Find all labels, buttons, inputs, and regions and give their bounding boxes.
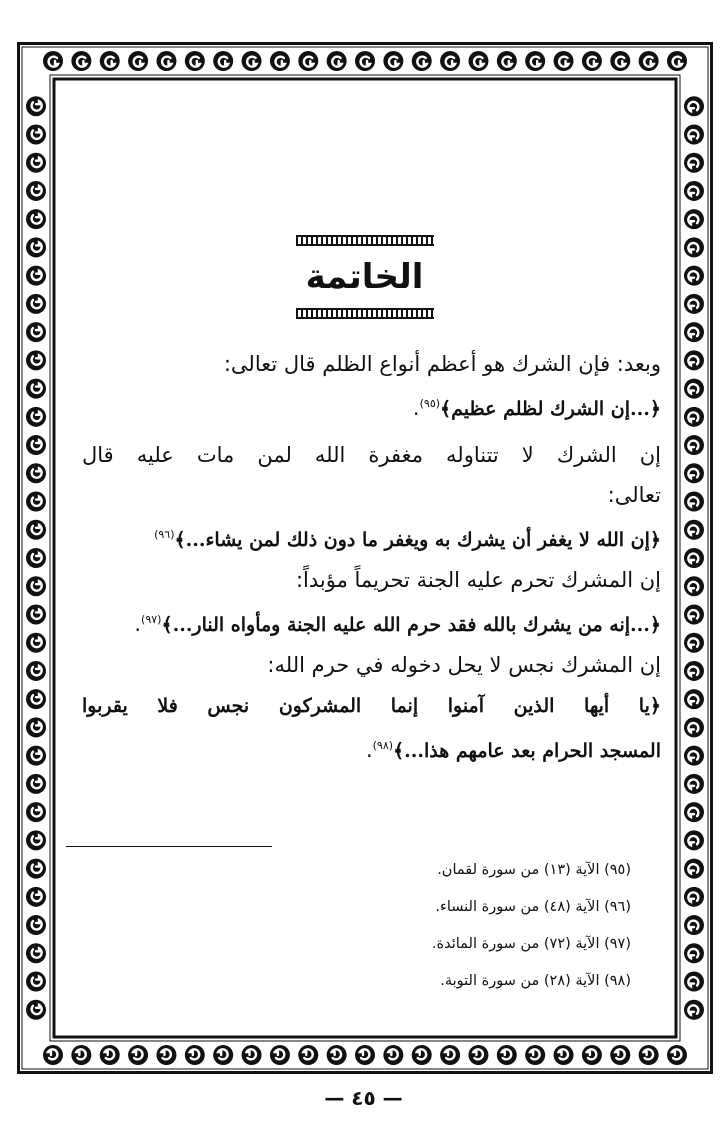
border-motif bbox=[128, 1045, 148, 1065]
border-motif bbox=[684, 124, 704, 144]
border-motif bbox=[270, 51, 290, 71]
verse-line: ﴿...إنه من يشرك بالله فقد حرم الله عليه الجنة ومأواه النار...﴾$^{(٩٧)}$. bbox=[134, 612, 661, 636]
border-motif bbox=[26, 153, 46, 173]
border-motif bbox=[26, 435, 46, 455]
paragraph-intro: وبعد: فإن الشرك هو أعظم أنواع الظلم قال تعالى: bbox=[223, 352, 661, 376]
border-motif bbox=[684, 972, 704, 992]
border-motif bbox=[383, 51, 403, 71]
border-motif bbox=[497, 1045, 517, 1065]
footnote-ref: (٩٥) bbox=[419, 397, 441, 410]
border-motif bbox=[26, 859, 46, 879]
border-motif bbox=[468, 1045, 488, 1065]
border-motif bbox=[497, 51, 517, 71]
paragraph-line: تعالى: bbox=[607, 483, 661, 507]
border-motif bbox=[383, 1045, 403, 1065]
border-motif bbox=[610, 51, 630, 71]
border-motif bbox=[684, 548, 704, 568]
border-motif bbox=[554, 51, 574, 71]
border-motif bbox=[468, 51, 488, 71]
footnote-item: (٩٨) الآية (٢٨) من سورة التوبة. bbox=[440, 973, 631, 989]
border-motif bbox=[684, 407, 704, 427]
border-motif bbox=[242, 51, 262, 71]
border-motif bbox=[26, 689, 46, 709]
border-motif bbox=[554, 1045, 574, 1065]
border-motif bbox=[26, 633, 46, 653]
border-motif bbox=[26, 887, 46, 907]
verse-line bbox=[82, 515, 661, 560]
border-motif bbox=[26, 492, 46, 512]
border-motif bbox=[26, 746, 46, 766]
border-motif bbox=[213, 1045, 233, 1065]
border-motif bbox=[684, 859, 704, 879]
border-motif bbox=[26, 463, 46, 483]
border-motif bbox=[684, 774, 704, 794]
border-motif bbox=[684, 322, 704, 342]
border-motif bbox=[43, 51, 63, 71]
border-motif bbox=[270, 1045, 290, 1065]
verse-text: ﴿إن الله لا يغفر أن يشرك به ويغفر ما دون ذلك لمن يشاء...﴾ bbox=[174, 529, 661, 551]
border-motif bbox=[26, 774, 46, 794]
border-motif bbox=[684, 689, 704, 709]
border-motif bbox=[327, 51, 347, 71]
border-motif bbox=[684, 943, 704, 963]
verse-text: المسجد الحرام بعد عامهم هذا...﴾ bbox=[393, 740, 661, 762]
border-motif bbox=[26, 350, 46, 370]
border-motif bbox=[684, 604, 704, 624]
border-motif bbox=[684, 463, 704, 483]
border-motif bbox=[128, 51, 148, 71]
border-motif bbox=[684, 294, 704, 314]
verse-line: المسجد الحرام بعد عامهم هذا...﴾$^{(٩٨)}$. bbox=[365, 738, 661, 762]
border-motif bbox=[26, 915, 46, 935]
border-motif bbox=[639, 1045, 659, 1065]
border-motif bbox=[684, 153, 704, 173]
paragraph-line: إن المشرك تحرم عليه الجنة تحريماً مؤبداً: bbox=[295, 568, 661, 592]
border-motif bbox=[684, 492, 704, 512]
border-motif bbox=[525, 51, 545, 71]
border-motif bbox=[684, 520, 704, 540]
border-motif bbox=[100, 51, 120, 71]
border-motif bbox=[355, 1045, 375, 1065]
border-motif bbox=[327, 1045, 347, 1065]
border-motif bbox=[684, 350, 704, 370]
paragraph-line: إن الشرك لا تتناوله مغفرة الله لمن مات عليه قال bbox=[82, 443, 661, 467]
chapter-title: الخاتمة bbox=[305, 257, 424, 297]
border-motif bbox=[684, 96, 704, 116]
border-motif bbox=[610, 1045, 630, 1065]
border-motif bbox=[26, 830, 46, 850]
border-motif bbox=[26, 266, 46, 286]
border-motif bbox=[26, 209, 46, 229]
border-motif bbox=[684, 379, 704, 399]
page-number: — ٤٥ — bbox=[324, 1086, 403, 1110]
border-motif bbox=[298, 1045, 318, 1065]
paragraph-line: إن المشرك نجس لا يحل دخوله في حرم الله: bbox=[267, 653, 661, 677]
border-motif bbox=[26, 237, 46, 257]
border-motif bbox=[440, 51, 460, 71]
border-motif bbox=[684, 633, 704, 653]
border-motif bbox=[71, 51, 91, 71]
footnote-item: (٩٧) الآية (٧٢) من سورة المائدة. bbox=[431, 936, 631, 952]
footnotes bbox=[432, 852, 631, 1000]
border-motif bbox=[71, 1045, 91, 1065]
border-motif bbox=[684, 266, 704, 286]
border-motif bbox=[26, 548, 46, 568]
footnote-item: (٩٦) الآية (٤٨) من سورة النساء. bbox=[435, 899, 631, 915]
verse-text: ﴿...إنه من يشرك بالله فقد حرم الله عليه الجنة ومأواه النار...﴾ bbox=[161, 614, 661, 636]
border-motif bbox=[26, 322, 46, 342]
title-bottom-rule bbox=[296, 308, 434, 319]
border-motif bbox=[26, 181, 46, 201]
border-motif bbox=[26, 717, 46, 737]
border-motif bbox=[684, 830, 704, 850]
border-motif bbox=[667, 1045, 687, 1065]
border-motif bbox=[26, 96, 46, 116]
border-motif bbox=[412, 51, 432, 71]
border-motif bbox=[26, 576, 46, 596]
border-motif bbox=[639, 51, 659, 71]
border-motif bbox=[684, 237, 704, 257]
chapter-heading bbox=[56, 235, 673, 319]
border-motif bbox=[26, 1000, 46, 1020]
footnote-ref: (٩٧) bbox=[141, 613, 162, 626]
border-motif bbox=[26, 520, 46, 540]
border-motif bbox=[684, 209, 704, 229]
footnote-item: (٩٥) الآية (١٣) من سورة لقمان. bbox=[437, 862, 631, 878]
border-motif bbox=[684, 1000, 704, 1020]
body-text bbox=[82, 344, 661, 771]
border-motif bbox=[26, 124, 46, 144]
border-motif bbox=[582, 1045, 602, 1065]
border-motif bbox=[684, 887, 704, 907]
border-motif bbox=[156, 1045, 176, 1065]
border-motif bbox=[213, 51, 233, 71]
border-motif bbox=[26, 661, 46, 681]
border-motif bbox=[43, 1045, 63, 1065]
border-motif bbox=[582, 51, 602, 71]
border-motif bbox=[684, 717, 704, 737]
footnote-ref: (٩٦) bbox=[154, 528, 175, 541]
border-motif bbox=[26, 943, 46, 963]
border-motif bbox=[26, 604, 46, 624]
border-motif bbox=[684, 181, 704, 201]
page-content bbox=[56, 80, 673, 1036]
border-motif bbox=[185, 51, 205, 71]
verse-text: ﴿يا أيها الذين آمنوا إنما المشركون نجس فلا يقربوا bbox=[82, 695, 661, 717]
border-motif bbox=[26, 407, 46, 427]
title-top-rule bbox=[296, 235, 434, 246]
border-motif bbox=[355, 51, 375, 71]
border-motif bbox=[298, 51, 318, 71]
border-motif bbox=[525, 1045, 545, 1065]
verse-line: ﴿...إن الشرك لظلم عظيم﴾$^{(٩٥)}$. bbox=[412, 396, 661, 420]
border-motif bbox=[26, 294, 46, 314]
border-motif bbox=[667, 51, 687, 71]
footnote-separator bbox=[66, 846, 272, 847]
border-motif bbox=[684, 661, 704, 681]
border-motif bbox=[156, 51, 176, 71]
border-motif bbox=[242, 1045, 262, 1065]
border-motif bbox=[684, 915, 704, 935]
border-motif bbox=[26, 972, 46, 992]
verse-text: ﴿...إن الشرك لظلم عظيم﴾ bbox=[440, 398, 661, 420]
border-motif bbox=[185, 1045, 205, 1065]
border-motif bbox=[684, 576, 704, 596]
border-motif bbox=[412, 1045, 432, 1065]
border-motif bbox=[684, 802, 704, 822]
border-motif bbox=[26, 379, 46, 399]
border-motif bbox=[684, 435, 704, 455]
footnote-ref: (٩٨) bbox=[372, 739, 394, 752]
verse-line bbox=[82, 685, 661, 726]
border-motif bbox=[684, 746, 704, 766]
border-motif bbox=[100, 1045, 120, 1065]
border-motif bbox=[26, 802, 46, 822]
border-motif bbox=[440, 1045, 460, 1065]
